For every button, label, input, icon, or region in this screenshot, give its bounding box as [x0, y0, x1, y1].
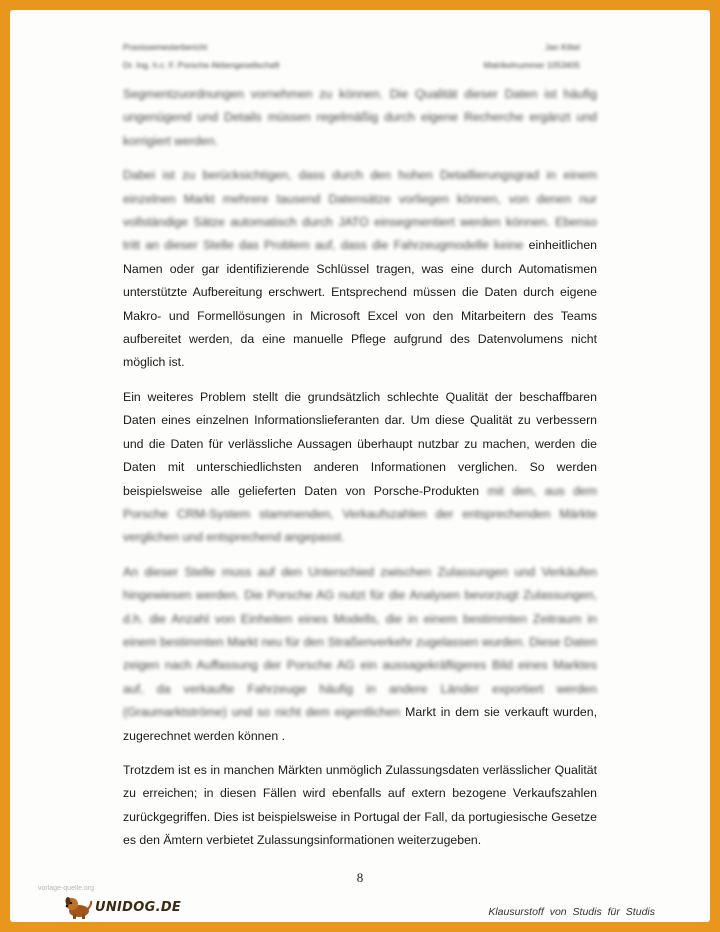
- header-matriculation: Matrikelnummer 1053405: [483, 60, 580, 70]
- paragraph-3: [123, 386, 597, 550]
- dog-icon: [65, 895, 93, 919]
- document-body: [123, 83, 597, 864]
- header-author: Jan Kittel: [545, 42, 580, 52]
- paragraph-4-blurred: An dieser Stelle muss auf den Unterschied zwischen Zulassungen und Verkäufen hingewiesen werden. Die Porsche AG nutzt für die Analysen bevorzugt Zulassungen, d.h. die Anzahl von Einheiten eines Modells, die in einem bestimmten Zeitraum in einem bestimmten Markt neu für den Straßenverkehr zugelassen wurden. Diese Daten zeigen nach Auffassung der Porsche AG ein aussagekräftigeres Bild eines Marktes auf, da verkaufte Fahrzeuge häufig in andere Länder exportiert werden (Graumarktströme) und so nicht dem eigentlichen: [123, 564, 597, 720]
- page-header: [123, 38, 580, 74]
- paragraph-2-blurred: Dabei ist zu berücksichtigen, dass durch den hohen Detaillierungsgrad in einem einzelnen Markt mehrere tausend Datensätze vorliegen können, von denen nur vollständige Sätze automatisch durch JATO einsegmentiert werden können. Ebenso tritt an dieser Stelle das Problem auf, dass die Fahrzeugmodelle keine: [123, 168, 597, 253]
- paragraph-3-blurred: mit den, aus dem Porsche CRM-System stammenden, Verkaufszahlen der entsprechenden Märkte verglichen und entsprechend angepasst.: [123, 483, 598, 545]
- paragraph-2: [123, 164, 597, 375]
- paragraph-1: Segmentzuordnungen vornehmen zu können. Die Qualität dieser Daten ist häufig ungenügend und Details müssen regelmäßig durch eigene Recherche ergänzt und korrigiert werden.: [123, 87, 597, 148]
- paragraph-4-visible: Markt in dem sie verkauft wurden, zugerechnet werden können .: [123, 705, 598, 743]
- page-number: 8: [356, 870, 364, 885]
- paragraph-2-visible: einheitlichen Namen oder gar identifizierende Schlüssel tragen, was eine durch Automatismen unterstützte Aufbereitung erschwert. Entsprechend müssen die Daten durch eigene Makro- und Formellösungen in Microsoft Excel von den Mitarbeitern des Teams aufbereitet werden, da eine manuelle Pflege aufgrund des Datenvolumens nicht möglich ist.: [123, 238, 597, 370]
- unidog-logo[interactable]: [65, 895, 181, 919]
- header-report-title: Praxissemesterbericht: [123, 42, 208, 52]
- footer-slogan: Klausurstoff von Studis für Studis: [488, 906, 655, 918]
- paragraph-4: [123, 561, 597, 748]
- logo-text: UNIDOG.DE: [95, 899, 182, 915]
- document-page: [10, 10, 710, 922]
- header-company: Dr. Ing. h.c. F. Porsche Aktiengesellschaft: [123, 60, 280, 70]
- paragraph-5: Trotzdem ist es in manchen Märkten unmöglich Zulassungsdaten verlässlicher Qualität zu erreichen; in diesen Fällen wird ebenfalls auf extern bezogene Verkaufszahlen zurückgegriffen. Dies ist beispielsweise in Portugal der Fall, da portugiesische Gesetze es den Ämtern verbietet Zulassungsinformationen weiterzugeben.: [123, 762, 597, 848]
- watermark-small: vorlage-quelle.org: [38, 885, 95, 892]
- paragraph-3-visible: Ein weiteres Problem stellt die grundsätzlich schlechte Qualität der beschaffbaren Daten eines einzelnen Informationslieferanten dar. Um diese Qualität zu verbessern und die Daten für verlässliche Aussagen überhaupt nutzbar zu machen, werden die Daten mit unterschiedlichsten anderen Informationen verglichen. So werden beispielsweise alle gelieferten Daten von Porsche-Produkten: [123, 389, 597, 498]
